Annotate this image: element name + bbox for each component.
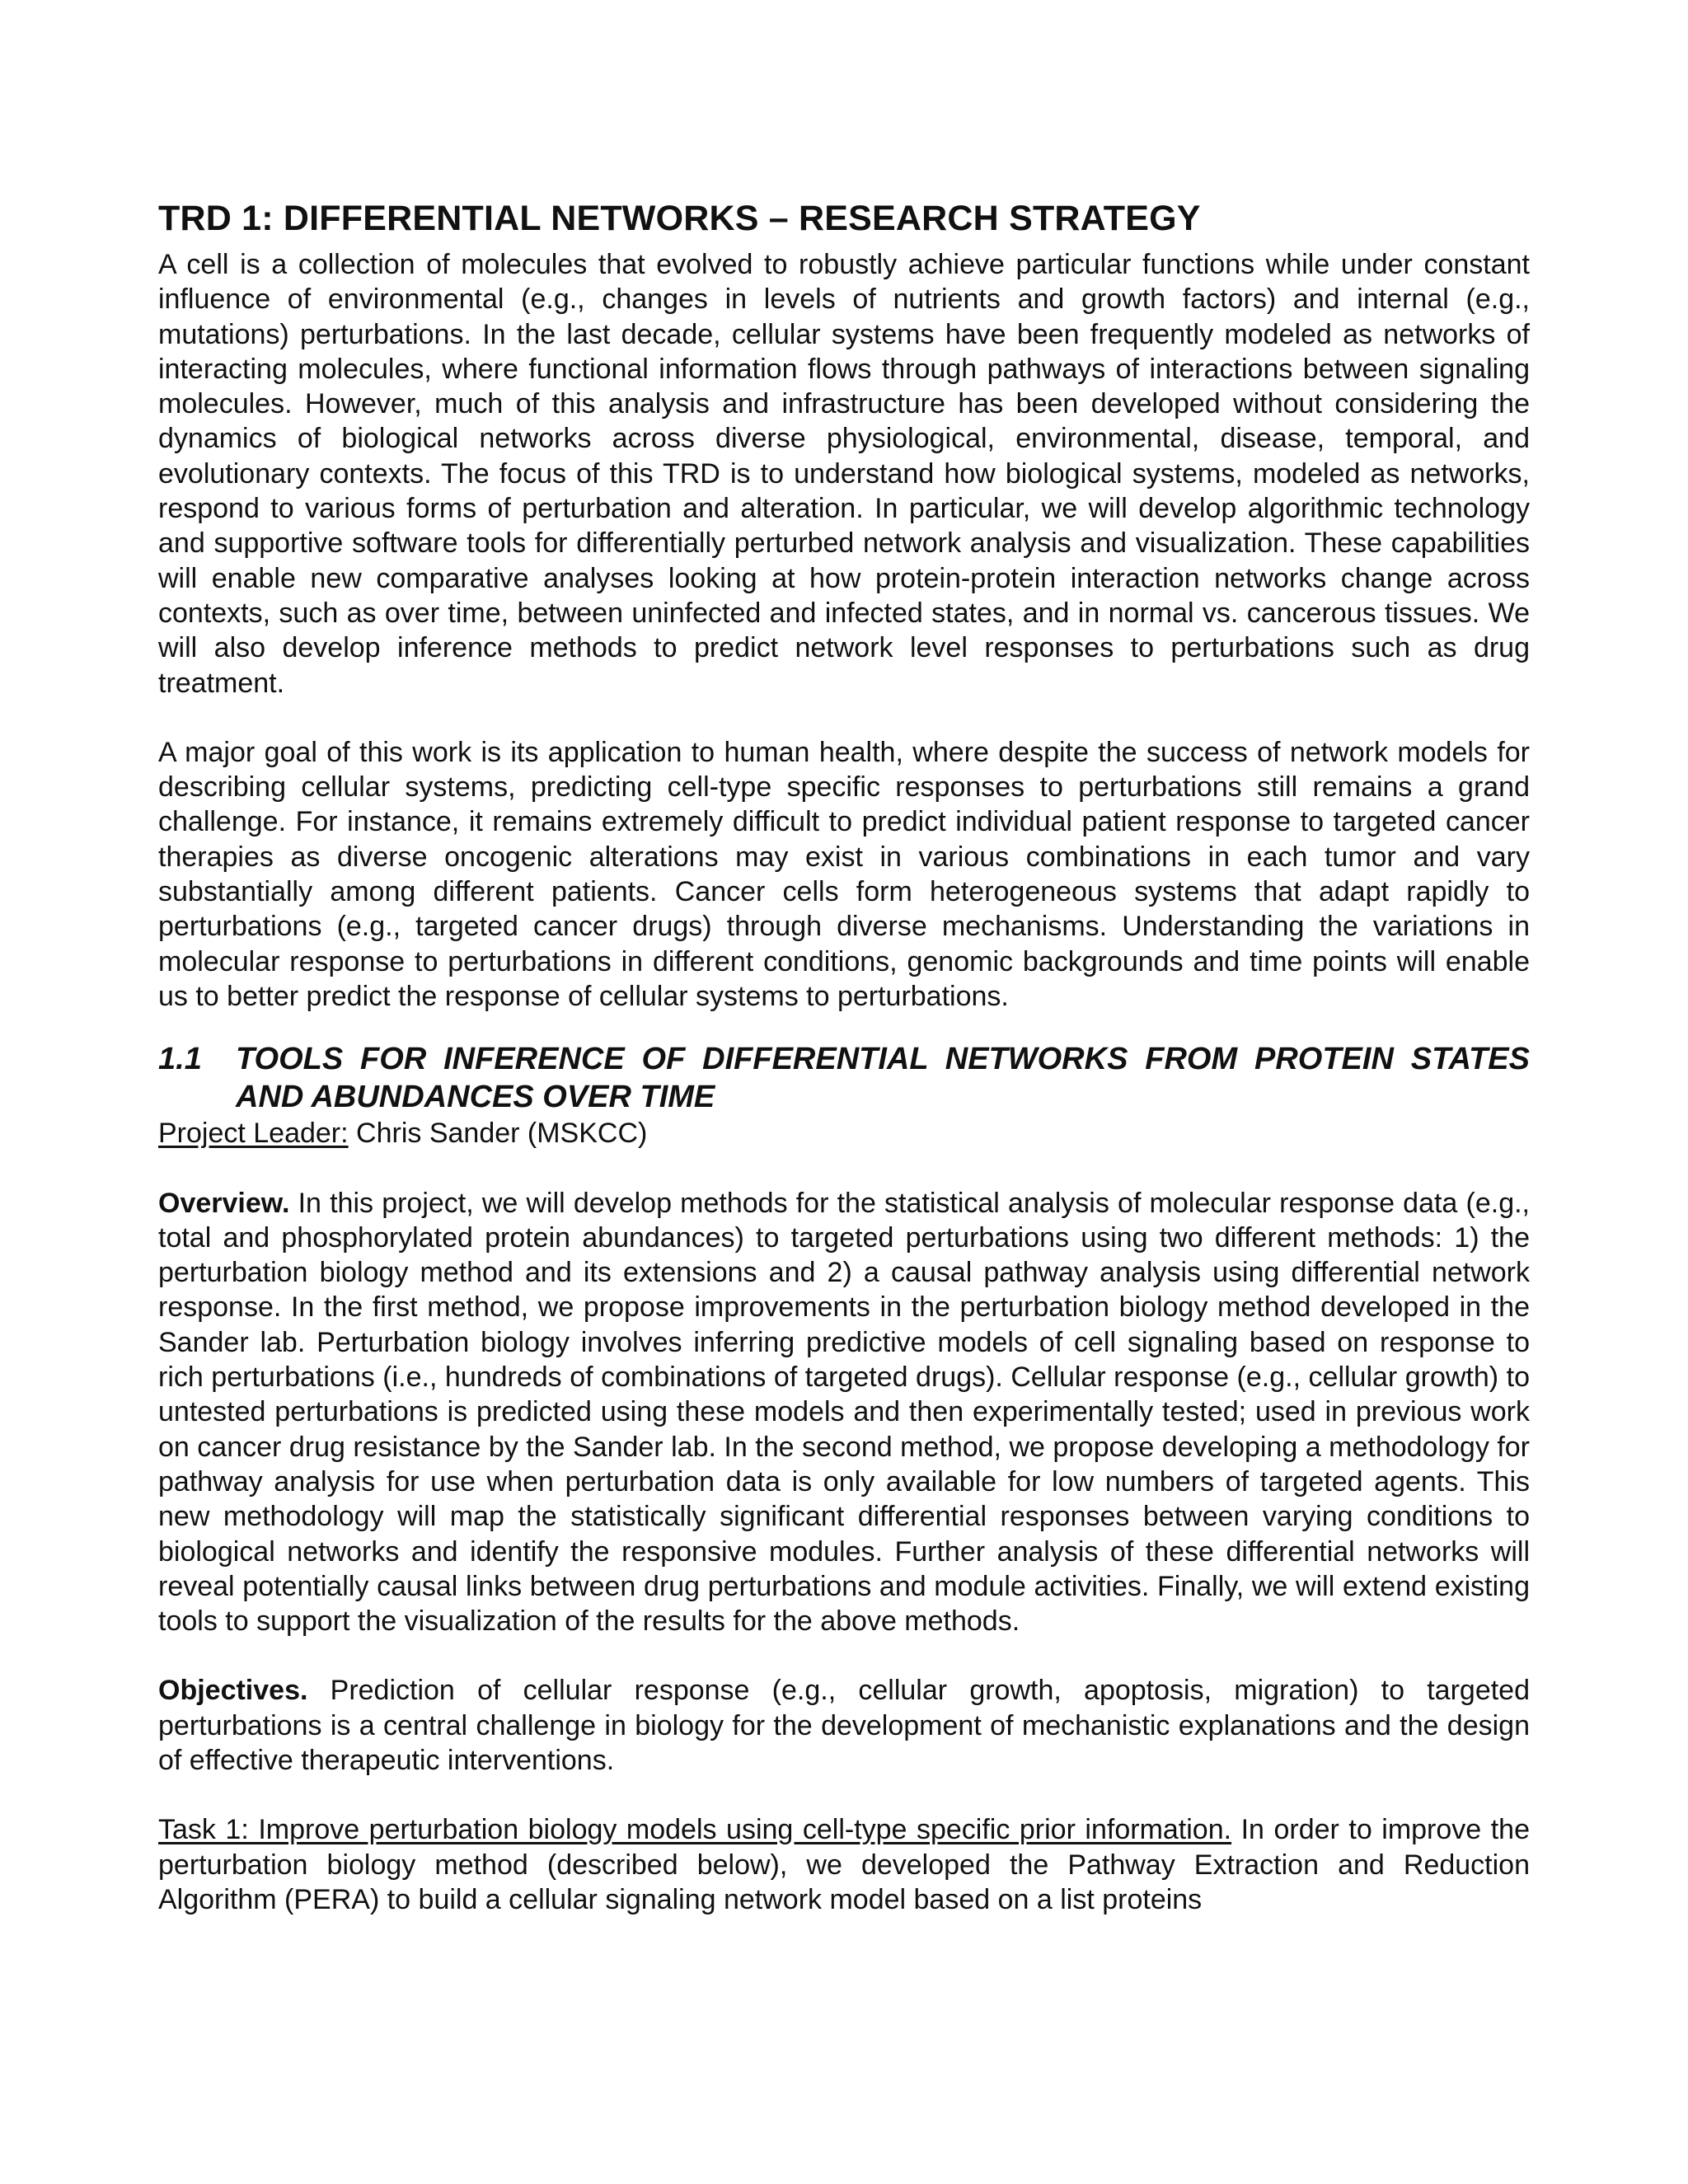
- paragraph-spacer: [158, 1778, 1530, 1812]
- paragraph-spacer: [158, 1151, 1530, 1186]
- overview-text: In this project, we will develop methods for the statistical analysis of molecular response data (e.g., total and phosphorylated protein abundances) to targeted perturbations using two different methods: 1) the perturbation biology method and its extensions and 2) a causal pathway analysis using differential network response. In the first method, we propose improvements in the perturbation biology method developed in the Sander lab. Perturbation biology involves inferring predictive models of cell signaling based on response to rich perturbations (i.e., hundreds of combinations of targeted drugs). Cellular response (e.g., cellular growth) to untested perturbations is predicted using these models and then experimentally tested; used in previous work on cancer drug resistance by the Sander lab. In the second method, we propose developing a methodology for pathway analysis for use when perturbation data is only available for low numbers of targeted agents. This new methodology will map the statistically significant differential responses between varying conditions to biological networks and identify the responsive modules. Further analysis of these differential networks will reveal potentially causal links between drug perturbations and module activities. Finally, we will extend existing tools to support the visualization of the results for the above methods.: [158, 1187, 1530, 1638]
- paragraph-spacer: [158, 701, 1530, 735]
- objectives-label: Objectives.: [158, 1675, 308, 1707]
- project-leader-label: Project Leader:: [158, 1118, 349, 1150]
- document-title: TRD 1: DIFFERENTIAL NETWORKS – RESEARCH STRATEGY: [158, 199, 1201, 238]
- objectives-text: Prediction of cellular response (e.g., cellular growth, apoptosis, migration) to targeted perturbations is a central challenge in biology for the development of mechanistic explanations and the design of effective therapeutic interventions.: [158, 1675, 1530, 1776]
- task1-paragraph: [158, 1812, 1530, 1917]
- section-heading: [158, 1040, 1530, 1116]
- document-page: [158, 198, 1530, 1917]
- project-leader-line: [158, 1116, 1530, 1151]
- section-title: TOOLS FOR INFERENCE OF DIFFERENTIAL NETWORKS FROM PROTEIN STATES AND ABUNDANCES OVER TIME: [236, 1042, 1530, 1115]
- section-number: 1.1: [158, 1042, 202, 1077]
- intro-paragraph-1: A cell is a collection of molecules that evolved to robustly achieve particular functions while under constant influence of environmental (e.g., changes in levels of nutrients and growth factors) and internal (e.g., mutations) perturbations. In the last decade, cellular systems have been frequently modeled as networks of interacting molecules, where functional information flows through pathways of interactions between signaling molecules. However, much of this analysis and infrastructure has been developed without considering the dynamics of biological networks across diverse physiological, environmental, disease, temporal, and evolutionary contexts. The focus of this TRD is to understand how biological systems, modeled as networks, respond to various forms of perturbation and alteration. In particular, we will develop algorithmic technology and supportive software tools for differentially perturbed network analysis and visualization. These capabilities will enable new comparative analyses looking at how protein-protein interaction networks change across contexts, such as over time, between uninfected and infected states, and in normal vs. cancerous tissues. We will also develop inference methods to predict network level responses to perturbations such as drug treatment.: [158, 249, 1530, 699]
- paragraph-spacer: [158, 1638, 1530, 1673]
- intro-paragraph-2: A major goal of this work is its application to human health, where despite the success of network models for describing cellular systems, predicting cell-type specific responses to perturbations still remains a grand challenge. For instance, it remains extremely difficult to predict individual patient response to targeted cancer therapies as diverse oncogenic alterations may exist in various combinations in each tumor and vary substantially among different patients. Cancer cells form heterogeneous systems that adapt rapidly to perturbations (e.g., targeted cancer drugs) through diverse mechanisms. Understanding the variations in molecular response to perturbations in different conditions, genomic backgrounds and time points will enable us to better predict the response of cellular systems to perturbations.: [158, 736, 1530, 1012]
- task1-text: In order to improve the perturbation biology method (described below), we developed the Pathway Extraction and Reduction Algorithm (PERA) to build a cellular signaling network model based on a list proteins: [158, 1814, 1530, 1915]
- overview-paragraph: [158, 1186, 1530, 1639]
- objectives-paragraph: [158, 1673, 1530, 1778]
- project-leader-value: Chris Sander (MSKCC): [348, 1118, 648, 1150]
- task1-label: Task 1: Improve perturbation biology models using cell-type specific prior information.: [158, 1814, 1232, 1846]
- overview-label: Overview.: [158, 1187, 290, 1219]
